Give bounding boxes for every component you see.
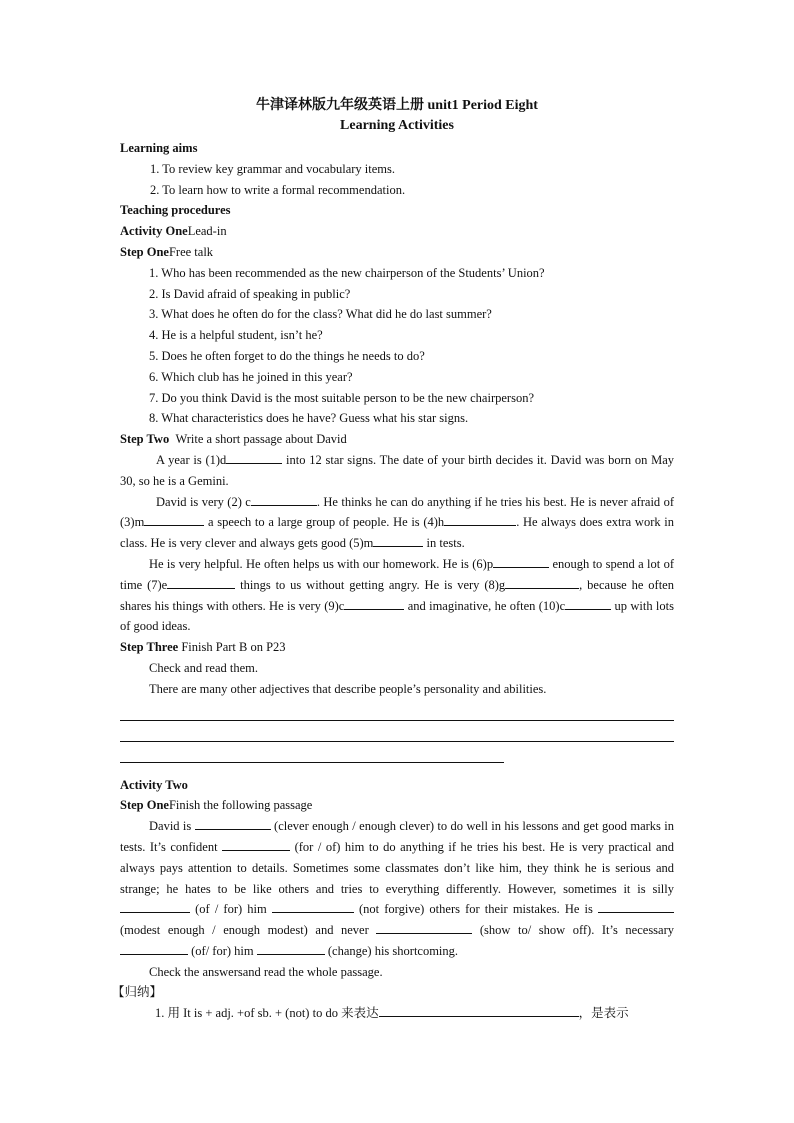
answer-blank[interactable] [598, 899, 674, 913]
answer-blank[interactable] [257, 941, 325, 955]
step-two-label: Step Two [120, 432, 170, 447]
answer-line[interactable] [120, 700, 674, 721]
step-one-b-label: Step One [120, 798, 169, 813]
answer-blank[interactable] [444, 512, 516, 526]
activity-one-heading [120, 221, 674, 242]
answer-blank[interactable] [565, 596, 611, 610]
passage-paragraph-1: A year is (1)d into 12 star signs. The date of your birth decides it. David was born on May 30, so he is a Gemini. [120, 450, 674, 492]
answer-blank[interactable] [195, 816, 271, 830]
passage-paragraph-2: David is very (2) c . He thinks he can do anything if he tries his best. He is never afraid of (3)m a speech to a large group of people. He is (4)h . He always does extra work in class. He is very clever and always gets good (5)m in tests. [120, 492, 674, 554]
step-two-heading [120, 429, 674, 450]
learning-aim-item: 2. To learn how to write a formal recommendation. [150, 182, 406, 197]
summary-heading: 【归纳】 [112, 985, 163, 1000]
teaching-procedures-heading: Teaching procedures [120, 203, 231, 218]
answer-line[interactable] [120, 742, 504, 763]
answer-blank[interactable] [373, 533, 423, 547]
answer-blank[interactable] [167, 575, 235, 589]
answer-blank[interactable] [222, 837, 290, 851]
question-item: 6. Which club has he joined in this year? [149, 369, 353, 384]
step-one-b-heading [120, 795, 674, 816]
instruction-line: There are many other adjectives that describe people’s personality and abilities. [149, 681, 547, 696]
learning-aims-heading: Learning aims [120, 141, 198, 155]
passage-paragraph-4: David is (clever enough / enough clever) to do well in his lessons and get good marks in tests. It’s confident (for / of) him to do anything if he tries his best. He is very practical and always pays attention to details. Sometimes some classmates don’t like him, they think he is serious and strange; he hates to be like others and tries to everything differently. However, sometimes it is silly (of / for) him (not forgive) others for their mistakes. He is (modest enough / enough modest) and never (show to/ show off). It’s necessary (of/ for) him (change) his shortcoming. [120, 816, 674, 962]
answer-blank[interactable] [505, 575, 579, 589]
instruction-line: Check the answersand read the whole passage. [149, 964, 383, 979]
answer-blank[interactable] [120, 941, 188, 955]
page-title: 牛津译林版九年级英语上册 unit1 Period Eight [256, 98, 538, 113]
activity-one-label: Activity One [120, 224, 188, 239]
passage-paragraph-3: He is very helpful. He often helps us with our homework. He is (6)p enough to spend a lot of time (7)e things to us without getting angry. He is very (8)g , because he often shares his things with others. He is very (9)c and imaginative, he often (10)c up with lots of good ideas. [120, 554, 674, 637]
step-three-heading [120, 637, 674, 658]
answer-blank[interactable] [344, 596, 404, 610]
answer-blank[interactable] [251, 492, 317, 506]
step-one-heading [120, 242, 674, 263]
answer-blank[interactable] [379, 1003, 579, 1017]
answer-blank[interactable] [120, 899, 190, 913]
activity-two-heading: Activity Two [120, 777, 188, 792]
answer-blank[interactable] [226, 450, 282, 464]
question-item: 3. What does he often do for the class? What did he do last summer? [149, 307, 492, 322]
question-item: 2. Is David afraid of speaking in public? [149, 286, 351, 301]
instruction-line: Check and read them. [149, 660, 258, 675]
answer-blank[interactable] [144, 512, 204, 526]
question-item: 4. He is a helpful student, isn’t he? [149, 328, 323, 343]
step-one-text: Free talk [168, 244, 214, 259]
answer-blank[interactable] [272, 899, 354, 913]
question-item: 8. What characteristics does he have? Guess what his star signs. [149, 411, 469, 426]
worksheet-page [112, 96, 675, 1024]
answer-blank[interactable] [376, 920, 472, 934]
step-two-text: Write a short passage about David [175, 432, 347, 447]
step-one-label: Step One [120, 244, 169, 259]
question-item: 7. Do you think David is the most suitable person to be the new chairperson? [149, 390, 534, 405]
learning-aim-item: 1. To review key grammar and vocabulary items. [150, 161, 395, 176]
activity-one-text: Lead-in [187, 224, 227, 239]
question-item: 1. Who has been recommended as the new chairperson of the Students’ Union? [149, 265, 545, 280]
step-one-b-text: Finish the following passage [168, 798, 313, 813]
answer-blank[interactable] [493, 554, 549, 568]
question-item: 5. Does he often forget to do the things he needs to do? [149, 348, 425, 363]
answer-line[interactable] [120, 721, 674, 742]
step-three-text: Finish Part B on P23 [181, 640, 286, 655]
page-subtitle: Learning Activities [340, 118, 454, 133]
summary-item: 1. 用 It is + adj. +of sb. + (not) to do 来表达 ，是表示 [120, 1003, 674, 1024]
step-three-label: Step Three [120, 640, 179, 655]
